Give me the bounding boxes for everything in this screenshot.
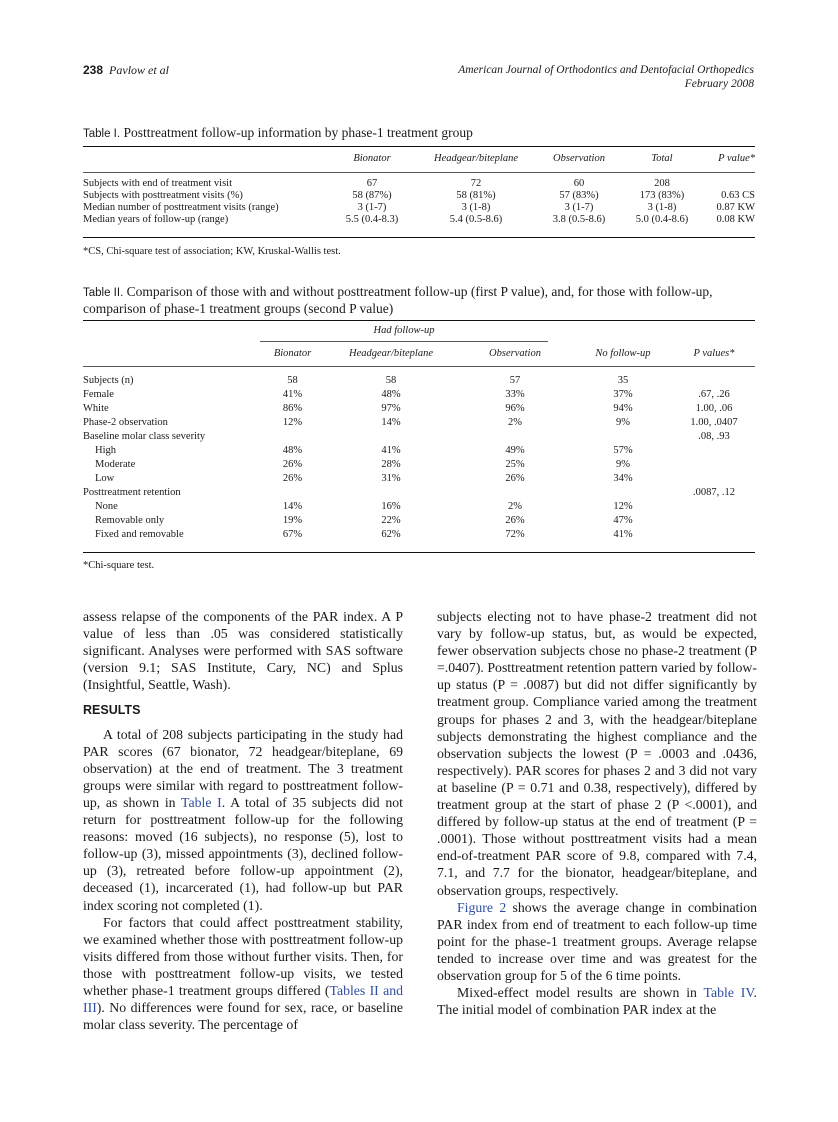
cell: 208 [654,178,670,189]
cell: 48% [282,445,303,456]
table2-header-row [83,347,755,361]
right-column [437,608,757,1018]
cell: 72% [505,529,525,540]
cell: 3 (1-8) [647,202,677,213]
cell: 47% [613,515,633,526]
row-label: Phase-2 observation [83,417,168,428]
cell: 3 (1-8) [461,202,491,213]
cell: 34% [613,473,633,484]
cell: 26% [282,473,303,484]
cell: 9% [616,459,630,470]
table2-top-rule [83,320,755,321]
cell [673,500,755,514]
table2-col-header: No follow-up [595,348,651,359]
row-label: Subjects with posttreatment visits (%) [83,190,243,201]
cell: 41% [282,389,303,400]
cell: 12% [282,417,303,428]
cell: 16% [381,501,401,512]
table-row [83,178,755,190]
cell: 60 [573,178,585,189]
row-label: Female [83,389,114,400]
row-label: High [95,445,116,456]
cell: 26% [282,459,303,470]
table1-col-header: Total [651,153,673,164]
table2-label: Table II. [83,287,124,299]
cell [673,374,755,388]
table2-title-line2: comparison of phase-1 treatment groups (second P value) [83,301,394,316]
cell: 35 [617,375,629,386]
table1-col-header: P value* [718,153,755,164]
cell: 67 [366,178,378,189]
table1-col-header: Bionator [353,153,391,164]
table2-bottom-rule [83,552,755,553]
cell: 86% [282,403,303,414]
running-header-left [83,63,169,78]
table2-col-header: Headgear/biteplane [349,348,433,359]
table2-group-header: Had follow-up [373,325,435,336]
cell: .0087, .12 [693,487,735,498]
paragraph: assess relapse of the components of the PAR index. A P value of less than .05 was considered statistically significant. Analyses were performed with SAS software (version 9.1; SAS Institute, Cary, NC) and Splus (Insightful, Seattle, Wash). [83,609,403,693]
cell: 1.00, .06 [695,403,733,414]
cell: 67% [282,529,303,540]
table-row [83,374,755,388]
cell: 97% [381,403,401,414]
row-label: Subjects with end of treatment visit [83,178,233,189]
running-header-right [458,63,754,91]
cell [325,430,457,444]
text-span: ). No differences were found for sex, race, or baseline molar class severity. The percentage of [83,1000,403,1033]
text-span: . The initial model of combination PAR index at the [437,985,757,1018]
author-line: Pavlow et al [109,63,170,77]
cell: 14% [381,417,401,428]
cell: 14% [282,501,303,512]
cell [457,486,573,500]
cell: 5.4 (0.5-8.6) [449,214,503,225]
table1-title: Posttreatment follow-up information by phase-1 treatment group [123,125,473,140]
table-row [83,528,755,542]
table1 [83,153,755,226]
table1-caption [83,125,755,142]
cell: 3 (1-7) [357,202,387,213]
row-label: Median number of posttreatment visits (range) [83,202,279,213]
table2-group-rule [260,341,548,342]
table-row [83,190,755,202]
table2-caption [83,284,755,317]
cell: 26% [505,473,525,484]
table1-col-header: Observation [553,153,605,164]
issue-date: February 2008 [684,78,754,90]
results-heading: RESULTS [83,703,141,718]
table-row [83,486,755,500]
row-label: Baseline molar class severity [83,431,206,442]
cell [573,486,673,500]
cell [673,528,755,542]
cell: 41% [613,529,633,540]
cell [673,514,755,528]
cell: .08, .93 [698,431,730,442]
cell: 0.63 CS [721,190,755,201]
cell: 9% [616,417,630,428]
table2-col-header: P values* [693,348,735,359]
cell: 48% [381,389,401,400]
cell: 19% [282,515,303,526]
cell [673,458,755,472]
tables-link[interactable]: Tables II and III [83,982,403,1016]
cell: 5.5 (0.4-8.3) [345,214,399,225]
cell: 3.8 (0.5-8.6) [552,214,606,225]
cell: 58 [385,375,397,386]
cell: 49% [505,445,525,456]
row-label: Posttreatment retention [83,487,181,498]
table2 [83,347,755,542]
cell [673,444,755,458]
left-column [83,608,403,1033]
row-label: Low [95,473,115,484]
table2-body [83,374,755,542]
cell: 26% [505,515,525,526]
table1-footnote: *CS, Chi-square test of association; KW, Kruskal-Wallis test. [83,246,341,257]
cell: 58 (81%) [456,190,496,201]
cell: 5.0 (0.4-8.6) [635,214,689,225]
cell: 0.08 KW [716,214,755,225]
table-row [83,388,755,402]
table-row [83,402,755,416]
table-row [83,444,755,458]
cell: 173 (83%) [639,190,685,201]
cell: 37% [613,389,633,400]
table1-bottom-rule [83,237,755,238]
cell: 22% [381,515,401,526]
paragraph [83,914,403,1034]
cell: 25% [505,459,525,470]
cell: 58 [287,375,298,386]
table2-footnote: *Chi-square test. [83,560,155,571]
cell: 2% [508,417,522,428]
row-label: None [95,501,118,512]
table2-title-line1: Comparison of those with and without posttreatment follow-up (first P value), and, for those with follow-up, [126,284,713,299]
cell [573,430,673,444]
table-row [83,214,755,226]
cell: 33% [505,389,525,400]
cell: 3 (1-7) [564,202,594,213]
cell: 2% [508,501,522,512]
table1-label: Table I. [83,128,121,140]
row-label: Median years of follow-up (range) [83,214,229,225]
cell [260,486,325,500]
table-row [83,514,755,528]
cell: 72 [470,178,482,189]
table-row [83,458,755,472]
table2-col-header: Bionator [273,348,312,359]
row-label: Moderate [95,459,136,470]
text-span: . A total of 35 subjects did not return for posttreatment follow-up for the following reasons: moved (16 subjects), no response (5), lost to follow-up (3), missed appointments (3), declined follow-up (3), retreated before follow-up appointment (2), deceased (1), incarcerated (1), had follow-up but PAR index scoring not completed (1). [83,794,403,913]
cell: 12% [613,501,633,512]
paragraph [437,899,757,984]
figure2-link[interactable]: Figure 2 [457,899,507,915]
table-row [83,472,755,486]
cell [697,178,755,190]
row-label: Fixed and removable [95,529,184,540]
cell: 1.00, .0407 [690,417,738,428]
table-row [83,430,755,444]
table-row [83,416,755,430]
row-label: White [83,403,109,414]
table-row [83,202,755,214]
table1-col-header: Headgear/biteplane [434,153,518,164]
paragraph: subjects electing not to have phase-2 treatment did not vary by follow-up status, but, as would be expected, fewer observation subjects chose no phase-2 treatment (P =.0407). Posttreatment retention pattern varied by follow-up status (P = .0087) but did not differ significantly by treatment group. Compliance varied among the treatment groups for phases 2 and 3, with the headgear/biteplane subjects demonstrating the highest compliance and the observation subjects the lowest (P = .0003 and .0436, respectively). PAR scores for phases 2 and 3 did not vary at baseline (P = 0.71 and 0.38, respectively), differed by treatment group at the start of phase 2 (P <.0001), and differed by follow-up status at the end of treatment (P = .0001). Those without posttreatment visits had a mean end-of-treatment PAR score of 9.8, compared with 7.4, 7.1, and 7.7 for the bionator, headgear/biteplane, and observation groups, respectively. [437,609,757,898]
cell: 57 (83%) [559,190,599,201]
cell: 0.87 KW [716,202,755,213]
table1-header-row [83,153,755,165]
cell: 94% [613,403,633,414]
table1-top-rule [83,146,755,147]
cell: 28% [381,459,401,470]
cell: 96% [505,403,525,414]
cell: 57% [613,445,633,456]
cell: .67, .26 [698,389,730,400]
cell: 31% [381,473,401,484]
table2-col-header: Observation [489,348,541,359]
text-span: For factors that could affect posttreatment stability, we examined whether those with posttreatment follow-up visits differed from those without further visits. Then, for those with posttreatment follow-up visits, we tested whether phase-1 treatment groups differed ( [83,914,403,998]
cell [325,486,457,500]
journal-name: American Journal of Orthodontics and Dentofacial Orthopedics [458,64,754,76]
row-label: Subjects (n) [83,375,134,386]
cell [673,472,755,486]
row-label: Removable only [95,515,165,526]
text-span: A total of 208 subjects participating in the study had PAR scores (67 bionator, 72 headgear/biteplane, 69 observation) at the end of treatment. The 3 treatment groups were similar with regard to posttreatment follow-up, as shown in [83,726,403,810]
paragraph [437,984,757,1018]
cell: 62% [381,529,401,540]
table4-link[interactable]: Table IV [703,985,754,1001]
table-row [83,500,755,514]
text-span: shows the average change in combination PAR index from end of treatment to each follow-up time point for the phase-1 treatment groups. Average relapse tended to increase over time and was greatest for the observation group for 5 of the 6 time points. [437,899,757,983]
cell: 57 [509,375,521,386]
cell [457,430,573,444]
cell [260,430,325,444]
table1-link[interactable]: Table I [181,794,222,810]
cell: 58 (87%) [352,190,392,201]
page-number: 238 [83,63,104,77]
text-span: Mixed-effect model results are shown in [457,985,704,1001]
paragraph [83,726,403,914]
cell: 41% [381,445,401,456]
